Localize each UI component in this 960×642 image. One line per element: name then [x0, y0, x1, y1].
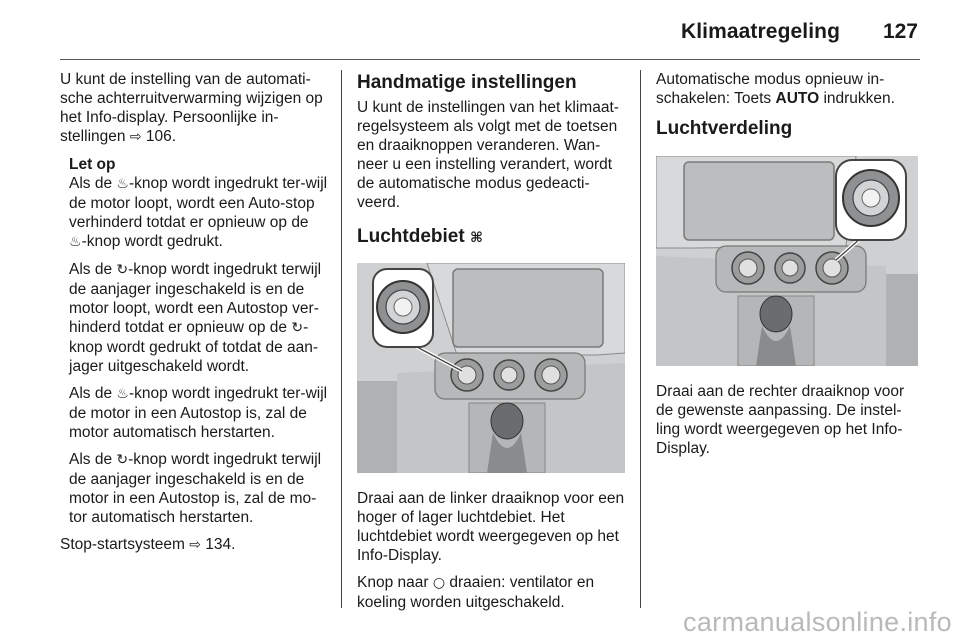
column-divider-1 [341, 70, 342, 608]
rear-window-heat-icon: ♨ [116, 386, 129, 402]
rear-window-heat-icon: ♨ [69, 234, 82, 250]
figure-distribution-knob [656, 156, 918, 366]
column-middle [357, 70, 625, 620]
intro-paragraph: U kunt de instelling van de automati-sche achterruitverwarming wijzigen op het Info-display. Persoonlijke in-stellingen ⇨ 106. [60, 71, 323, 145]
column-right [656, 70, 924, 466]
figure-fan-knob [357, 263, 625, 473]
page-title: Klimaatregeling [680, 20, 840, 43]
auto-key-label: AUTO [775, 90, 820, 107]
fan-icon: ⌘ [469, 230, 483, 246]
recirculation-icon: ↻ [291, 320, 304, 336]
figure-fan-knob-illustration [357, 263, 625, 473]
note-block [60, 155, 328, 527]
auto-mode-paragraph: Automatische modus opnieuw in-schakelen: Toets AUTO indrukken. [656, 71, 895, 107]
note-paragraph-4: Als de ↻-knop wordt ingedrukt terwijl de aanjager ingeschakeld is en de motor in een Autostop is, zal de mo-tor automatisch herstarten. [69, 451, 322, 526]
section-heading-manual: Handmatige instellingen [357, 72, 577, 93]
manual-intro-paragraph: U kunt de instellingen van het klimaat-regelsysteem als volgt met de toetsen en draaiknoppen veranderen. Wan-neer u een instelling verandert, wordt de automatische modus gedeacti-veerd. [357, 99, 619, 211]
note-paragraph-2: Als de ↻-knop wordt ingedrukt terwijl de aanjager ingeschakeld is en de motor loopt, wordt een Autostop ver-hinderd totdat er opnieuw op de ↻-knop wordt gedrukt of totdat de aan-jager uitgeschakeld wordt. [69, 261, 322, 375]
distribution-knob-caption: Draai aan de rechter draaiknop voor de gewenste aanpassing. De instel-ling wordt weergegeven op het Info-Display. [656, 383, 905, 457]
subsection-heading-airflow: Luchtdebiet ⌘ [357, 226, 483, 247]
page-ref-arrow-icon: ⇨ [129, 129, 142, 145]
column-divider-2 [640, 70, 641, 608]
figure-distribution-knob-illustration [656, 156, 918, 366]
rear-window-heat-icon: ♨ [116, 176, 129, 192]
page-number: 127 [882, 20, 918, 43]
stop-start-reference: Stop-startsysteem ⇨ 134. [60, 536, 236, 553]
off-circle-icon: ○ [432, 575, 446, 591]
recirculation-icon: ↻ [116, 452, 129, 468]
page-ref-arrow-icon: ⇨ [189, 537, 201, 553]
watermark: carmanualsonline.info [683, 607, 952, 637]
column-left [60, 70, 328, 563]
note-title: Let op [69, 156, 116, 173]
section-heading-air-distribution: Luchtverdeling [656, 118, 793, 139]
note-paragraph-3: Als de ♨-knop wordt ingedrukt ter-wijl de motor in een Autostop is, zal de motor automatisch herstarten. [69, 385, 328, 441]
fan-knob-caption: Draai aan de linker draaiknop voor een hoger of lager luchtdebiet. Het luchtdebiet wordt weergegeven op het Info-Display. [357, 490, 625, 564]
page-header [0, 0, 960, 60]
recirculation-icon: ↻ [116, 262, 129, 278]
fan-off-instruction: Knop naar ○ draaien: ventilator en koeling worden uitgeschakeld. [357, 574, 595, 611]
header-rule [60, 59, 920, 60]
note-paragraph-1: Als de ♨-knop wordt ingedrukt ter-wijl de motor loopt, wordt een Auto-stop verhinderd totdat er opnieuw op de ♨-knop wordt gedrukt. [69, 175, 328, 250]
